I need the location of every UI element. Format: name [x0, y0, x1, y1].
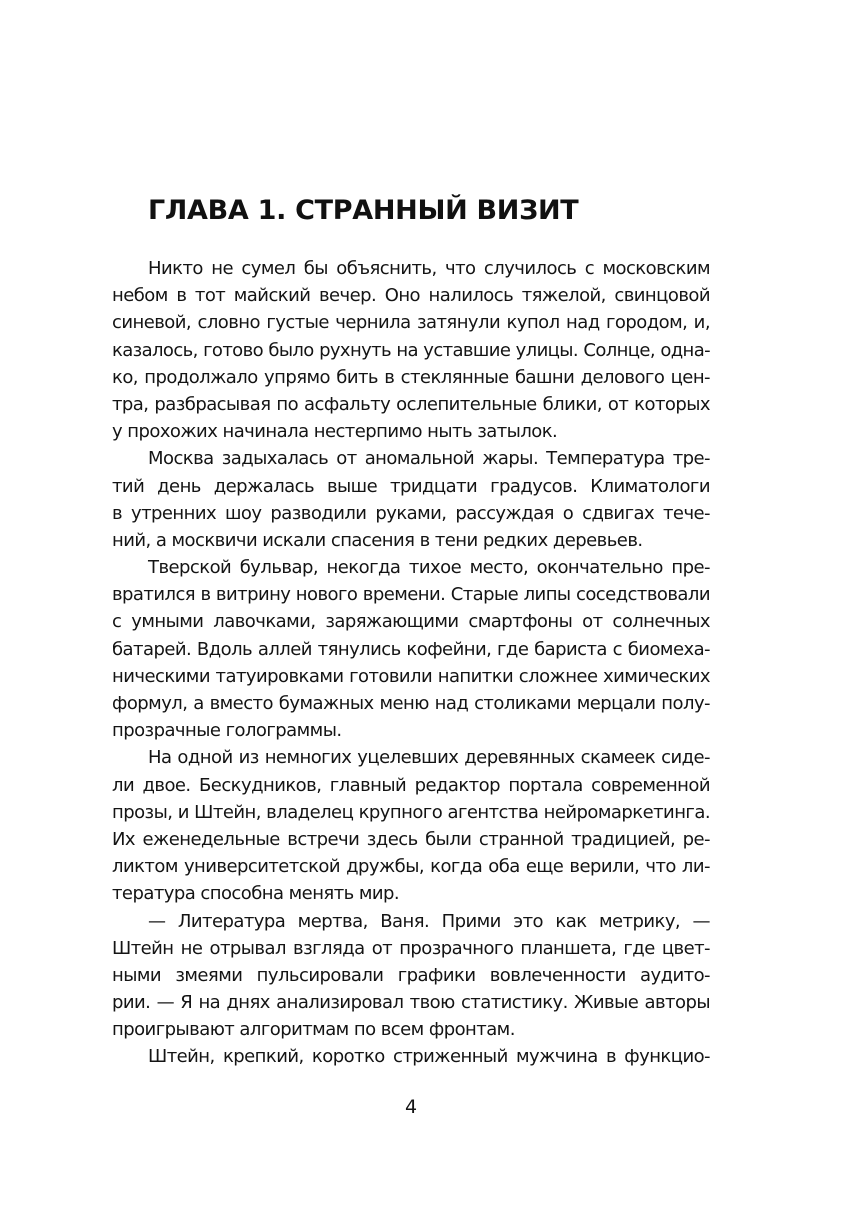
text-line: ническими татуировками готовили напитки сложнее химических [112, 665, 710, 687]
page-number: 4 [404, 1096, 418, 1118]
text-line: ний, а москвичи искали спасения в тени редких деревьев. [112, 529, 643, 551]
text-line: На одной из немногих уцелевших деревянных скамеек сиде- [148, 747, 710, 769]
text-line: с умными лавочками, заряжающими смартфоны от солнечных [112, 611, 710, 633]
text-line: Никто не сумел бы объяснить, что случилось с московским [148, 258, 710, 279]
text-line: прозы, и Штейн, владелец крупного агентства нейромаркетинга. [112, 801, 710, 823]
text-line: в утренних шоу разводили руками, рассуждая о сдвигах тече- [112, 502, 710, 524]
text-line: батарей. Вдоль аллей тянулись кофейни, где бариста с биомеха- [112, 638, 710, 660]
text-line: у прохожих начинала нестерпимо ныть затылок. [112, 421, 558, 443]
text-line: проигрывают алгоритмам по всем фронтам. [112, 1019, 515, 1041]
text-line: прозрачные голограммы. [112, 720, 342, 742]
text-line: Москва задыхалась от аномальной жары. Температура тре- [148, 448, 710, 470]
text-line: тра, разбрасывая по асфальту ослепительные блики, от которых [112, 393, 710, 415]
text-line: — Литература мертва, Ваня. Прими это как метрику, — [148, 910, 710, 932]
text-line: Тверской бульвар, некогда тихое место, окончательно пре- [148, 557, 710, 579]
text-line: ликтом университетской дружбы, когда оба еще верили, что ли- [112, 856, 710, 878]
text-line: вратился в витрину нового времени. Старые липы соседствовали [112, 584, 710, 606]
chapter-title: ГЛАВА 1. СТРАННЫЙ ВИЗИТ [148, 195, 579, 226]
text-line: синевой, словно густые чернила затянули купол над городом, и, [112, 312, 710, 334]
text-line: казалось, готово было рухнуть на уставшие улицы. Солнце, одна- [112, 339, 710, 361]
text-line: формул, а вместо бумажных меню над столиками мерцали полу- [112, 693, 710, 714]
text-line: тература способна менять мир. [112, 883, 400, 905]
text-line: рии. — Я на днях анализировал твою статистику. Живые авторы [112, 992, 710, 1014]
text-line: ными змеями пульсировали графики вовлеченности аудито- [112, 964, 710, 986]
text-line: Штейн, крепкий, коротко стриженный мужчина в функцио- [148, 1046, 710, 1068]
text-line: Штейн не отрывал взгляда от прозрачного планшета, где цвет- [112, 937, 710, 959]
text-line: Их еженедельные встречи здесь были странной традицией, ре- [112, 828, 710, 850]
text-line: небом в тот майский вечер. Оно налилось тяжелой, свинцовой [112, 285, 710, 307]
text-line: ко, продолжало упрямо бить в стеклянные башни делового цен- [112, 366, 710, 388]
text-line: тий день держалась выше тридцати градусов. Климатологи [112, 475, 710, 497]
body-text [112, 255, 710, 1071]
text-line: ли двое. Бескудников, главный редактор портала современной [112, 774, 710, 796]
